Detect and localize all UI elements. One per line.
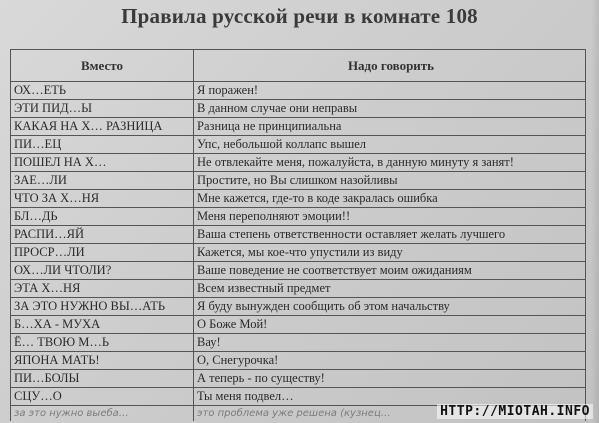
table-row xyxy=(11,280,586,298)
rules-sheet xyxy=(10,49,585,421)
handwritten-instead: за это нужно выеба… xyxy=(11,406,194,422)
cell-instead: ПИ…БОЛЫ xyxy=(11,370,194,388)
table-row xyxy=(11,136,586,154)
table-row xyxy=(11,172,586,190)
cell-say: Разница не принципиальна xyxy=(194,118,586,136)
cell-say: Всем известный предмет xyxy=(194,280,586,298)
table-row xyxy=(11,154,586,172)
cell-instead: ЗАЕ…ЛИ xyxy=(11,172,194,190)
cell-instead: ПРОСР…ЛИ xyxy=(11,244,194,262)
handwritten-say: это проблема уже решена (кузнец… xyxy=(194,406,586,422)
cell-say: Упс, небольшой коллапс вышел xyxy=(194,136,586,154)
table-row xyxy=(11,208,586,226)
cell-say: Не отвлекайте меня, пожалуйста, в данную минуту я занят! xyxy=(194,154,586,172)
cell-say: Я поражен! xyxy=(194,82,586,100)
rules-table xyxy=(10,49,586,421)
watermark: HTTP://MIOTAH.INFO xyxy=(437,404,593,419)
cell-instead: Ё… ТВОЮ М…Ь xyxy=(11,334,194,352)
table-row xyxy=(11,298,586,316)
cell-instead: ЗА ЭТО НУЖНО ВЫ…АТЬ xyxy=(11,298,194,316)
table-row xyxy=(11,352,586,370)
table-row xyxy=(11,100,586,118)
table-row xyxy=(11,334,586,352)
cell-say: Кажется, мы кое-что упустили из виду xyxy=(194,244,586,262)
cell-say: Ваша степень ответственности оставляет желать лучшего xyxy=(194,226,586,244)
table-row xyxy=(11,226,586,244)
cell-instead: КАКАЯ НА Х… РАЗНИЦА xyxy=(11,118,194,136)
table-row xyxy=(11,244,586,262)
cell-say: Ты меня подвел… xyxy=(194,388,586,406)
cell-instead: Б…ХА - МУХА xyxy=(11,316,194,334)
cell-instead: ОХ…ЛИ ЧТОЛИ? xyxy=(11,262,194,280)
cell-instead: ЭТИ ПИД…Ы xyxy=(11,100,194,118)
cell-instead: РАСПИ…ЯЙ xyxy=(11,226,194,244)
cell-instead: БЛ…ДЬ xyxy=(11,208,194,226)
cell-instead: ЯПОНА МАТЬ! xyxy=(11,352,194,370)
table-row xyxy=(11,262,586,280)
table-row xyxy=(11,82,586,100)
cell-say: Меня переполняют эмоции!! xyxy=(194,208,586,226)
paper-edge-shadow xyxy=(591,0,599,423)
table-header-row xyxy=(11,50,586,82)
cell-instead: ЭТА Х…НЯ xyxy=(11,280,194,298)
cell-instead: ПОШЕЛ НА Х… xyxy=(11,154,194,172)
table-row xyxy=(11,190,586,208)
table-row xyxy=(11,316,586,334)
cell-instead: ЧТО ЗА Х…НЯ xyxy=(11,190,194,208)
cell-say: Ваше поведение не соответствует моим ожиданиям xyxy=(194,262,586,280)
cell-say: Вау! xyxy=(194,334,586,352)
column-header-instead: Вместо xyxy=(11,50,194,82)
cell-say: О Боже Мой! xyxy=(194,316,586,334)
cell-say: В данном случае они неправы xyxy=(194,100,586,118)
cell-say: А теперь - по существу! xyxy=(194,370,586,388)
cell-say: Простите, но Вы слишком назойливы xyxy=(194,172,586,190)
cell-instead: ОХ…ЕТЬ xyxy=(11,82,194,100)
table-row xyxy=(11,388,586,406)
cell-say: О, Снегурочка! xyxy=(194,352,586,370)
page-title: Правила русской речи в комнате 108 xyxy=(121,4,478,28)
cell-say: Я буду вынужден сообщить об этом начальству xyxy=(194,298,586,316)
column-header-say: Надо говорить xyxy=(194,50,586,82)
table-body xyxy=(11,82,586,422)
cell-say: Мне кажется, где-то в коде закралась ошибка xyxy=(194,190,586,208)
table-row xyxy=(11,118,586,136)
cell-instead: СЦУ…О xyxy=(11,388,194,406)
cell-instead: ПИ…ЕЦ xyxy=(11,136,194,154)
table-row xyxy=(11,370,586,388)
